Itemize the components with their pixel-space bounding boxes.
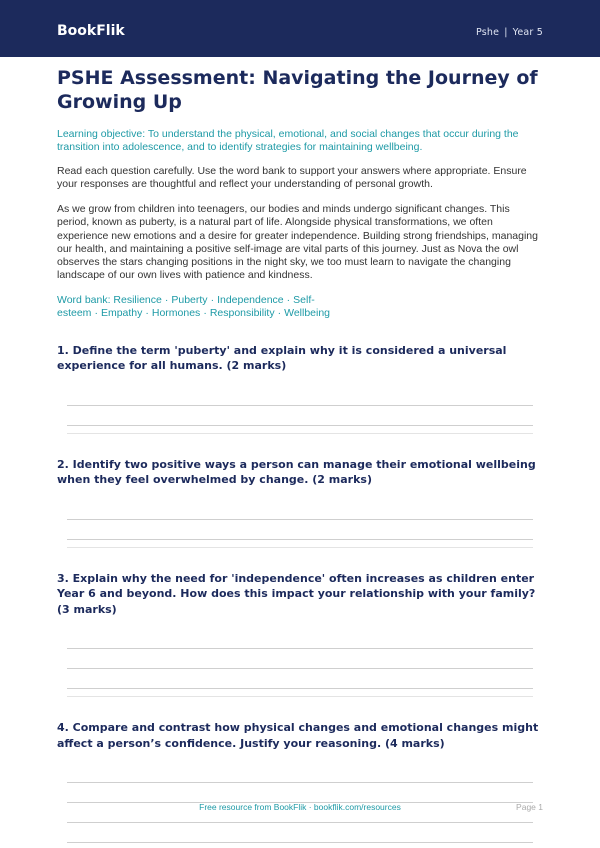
answer-area-divider: [67, 540, 533, 548]
word-bank-separator: ·: [203, 306, 207, 319]
word-bank-separator: ·: [286, 293, 291, 306]
word-bank-item: Empathy: [100, 306, 143, 319]
answer-line[interactable]: [67, 783, 533, 803]
word-bank-separator: ·: [210, 293, 215, 306]
answer-line[interactable]: [67, 500, 533, 520]
answer-area[interactable]: [57, 617, 543, 697]
answer-line[interactable]: [67, 629, 533, 649]
year-label: Year 5: [512, 27, 543, 38]
footer-resource-link[interactable]: Free resource from BookFlik · bookflik.com/resources: [199, 802, 401, 812]
word-bank-item: Self-esteem: [57, 293, 315, 319]
word-bank-separator: ·: [164, 293, 169, 306]
question-list: [57, 343, 543, 848]
worksheet-body: [57, 66, 543, 848]
question-text: 2. Identify two positive ways a person can manage their emotional wellbeing when they feel overwhelmed by change. (2 marks): [57, 457, 536, 487]
question-block: [57, 457, 543, 548]
instructions-text: Read each question carefully. Use the word bank to support your answers where appropriate. Ensure your responses are thoughtful and reflect your understanding of personal growth.: [57, 165, 527, 190]
answer-line[interactable]: [67, 520, 533, 540]
word-bank-item: Hormones: [151, 306, 201, 319]
answer-line[interactable]: [67, 386, 533, 406]
word-bank-item: Puberty: [171, 293, 208, 306]
word-bank-separator: ·: [277, 306, 282, 319]
answer-area[interactable]: [57, 751, 543, 848]
answer-line[interactable]: [67, 823, 533, 843]
question-text: 3. Explain why the need for 'independence' often increases as children enter Year 6 and beyond. How does this impact your relationship with your family? (3 marks): [57, 571, 536, 616]
question-block: [57, 571, 543, 698]
word-bank-separator: ·: [94, 306, 98, 319]
answer-area-divider: [67, 843, 533, 848]
header-meta: [476, 27, 543, 38]
word-bank-item: Responsibility: [209, 306, 275, 319]
question-text: 1. Define the term 'puberty' and explain why it is considered a universal experience for all humans. (2 marks): [57, 343, 507, 373]
word-bank: [57, 294, 543, 320]
meta-separator: |: [504, 27, 508, 38]
question-block: [57, 720, 543, 848]
answer-line[interactable]: [67, 649, 533, 669]
answer-area[interactable]: [57, 374, 543, 434]
answer-line[interactable]: [67, 669, 533, 689]
page-title: PSHE Assessment: Navigating the Journey of Growing Up: [57, 67, 538, 113]
question-text: 4. Compare and contrast how physical changes and emotional changes might affect a person’s confidence. Justify your reasoning. (4 marks): [57, 721, 539, 750]
question-block: [57, 343, 543, 434]
answer-area[interactable]: [57, 488, 543, 548]
learning-objective: Learning objective: To understand the physical, emotional, and social changes that occur during the transition into adolescence, and to identify strategies for maintaining wellbeing.: [57, 128, 519, 153]
page-header: [0, 0, 600, 57]
subject-label: Pshe: [476, 27, 500, 38]
answer-line[interactable]: [67, 763, 533, 783]
word-bank-item: Independence: [217, 293, 284, 306]
answer-line[interactable]: [67, 406, 533, 426]
brand-logo[interactable]: BookFlik: [57, 23, 125, 39]
answer-area-divider: [67, 426, 533, 434]
word-bank-item: Resilience: [113, 293, 162, 306]
word-bank-separator: ·: [145, 306, 149, 319]
page-number: Page 1: [516, 802, 543, 812]
reading-passage: As we grow from children into teenagers, our bodies and minds undergo significant changes. This period, known as puberty, is a natural part of life. Alongside physical transformations, we often experience new emotions and a desire for greater independence. Building strong friendships, managing our health, and maintaining a positive self-image are vital parts of this journey. Just as Nova the owl observes the stars changing positions in the night sky, we too must learn to navigate the changing landscape of our own lives with patience and kindness.: [57, 203, 538, 282]
word-bank-item: Wellbeing: [284, 306, 331, 319]
word-bank-label: Word bank:: [57, 293, 111, 306]
answer-area-divider: [67, 689, 533, 697]
page-footer: [0, 802, 600, 814]
